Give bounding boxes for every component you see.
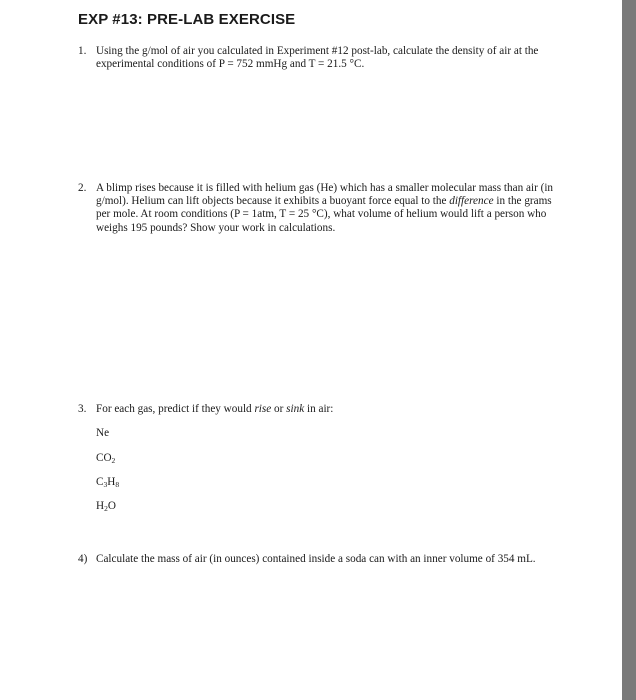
question-3-text <box>96 403 566 416</box>
gas-h2o-o: O <box>107 500 116 512</box>
question-4-text <box>96 553 566 566</box>
gas-c3h8 <box>96 476 119 488</box>
question-3-text-a: For each gas, predict if they would <box>96 403 255 415</box>
gas-c3h8-h: H <box>107 476 116 488</box>
question-2-emphasis: difference <box>449 195 494 208</box>
question-3-number: 3. <box>78 403 87 415</box>
gas-co2 <box>96 452 115 464</box>
question-1-text <box>96 45 566 71</box>
gas-h2o-h: H <box>96 500 105 512</box>
question-2-text-b: in the grams per mole. At room conditions (P = 1atm, T = 25 °C), what volume of helium would lift a person who weighs 195 pounds? Show your work in calculations. <box>96 195 552 234</box>
gas-co2-subscript: 2 <box>111 456 116 465</box>
gas-c3h8-subscript-2: 8 <box>115 480 120 489</box>
question-3-sink: sink <box>286 403 305 415</box>
gas-c3h8-subscript-1: 3 <box>103 480 108 489</box>
question-2-text <box>96 182 566 235</box>
question-3-text-b: in air: <box>304 403 334 415</box>
question-2-number: 2. <box>78 182 87 194</box>
gas-h2o-subscript: 2 <box>104 504 108 513</box>
gas-co2-base: CO <box>96 452 112 464</box>
question-3-rise: rise <box>254 403 272 415</box>
question-1-number: 1. <box>78 45 87 57</box>
question-2-text-a: A blimp rises because it is filled with helium gas (He) which has a smaller molecular mass than air (in g/mol). Helium can lift objects because it exhibits a buoyant force equal to the <box>96 182 554 208</box>
question-3-or: or <box>271 403 287 415</box>
gas-ne <box>96 427 109 439</box>
question-4-text-a: Calculate the mass of air (in ounces) contained inside a soda can with an inner volume of 354 mL. <box>96 553 536 565</box>
question-1-text-a: Using the g/mol of air you calculated in Experiment #12 post-lab, calculate the density of air at the experimental conditions of P = 752 mmHg and T = 21.5 °C. <box>96 45 539 71</box>
question-4-number: 4) <box>78 553 88 565</box>
gas-c3h8-c: C <box>96 476 104 488</box>
gas-ne-label: Ne <box>96 427 110 439</box>
page-edge-shadow <box>622 0 636 700</box>
page-title: EXP #13: PRE-LAB EXERCISE <box>78 11 296 28</box>
gas-h2o <box>96 500 116 512</box>
